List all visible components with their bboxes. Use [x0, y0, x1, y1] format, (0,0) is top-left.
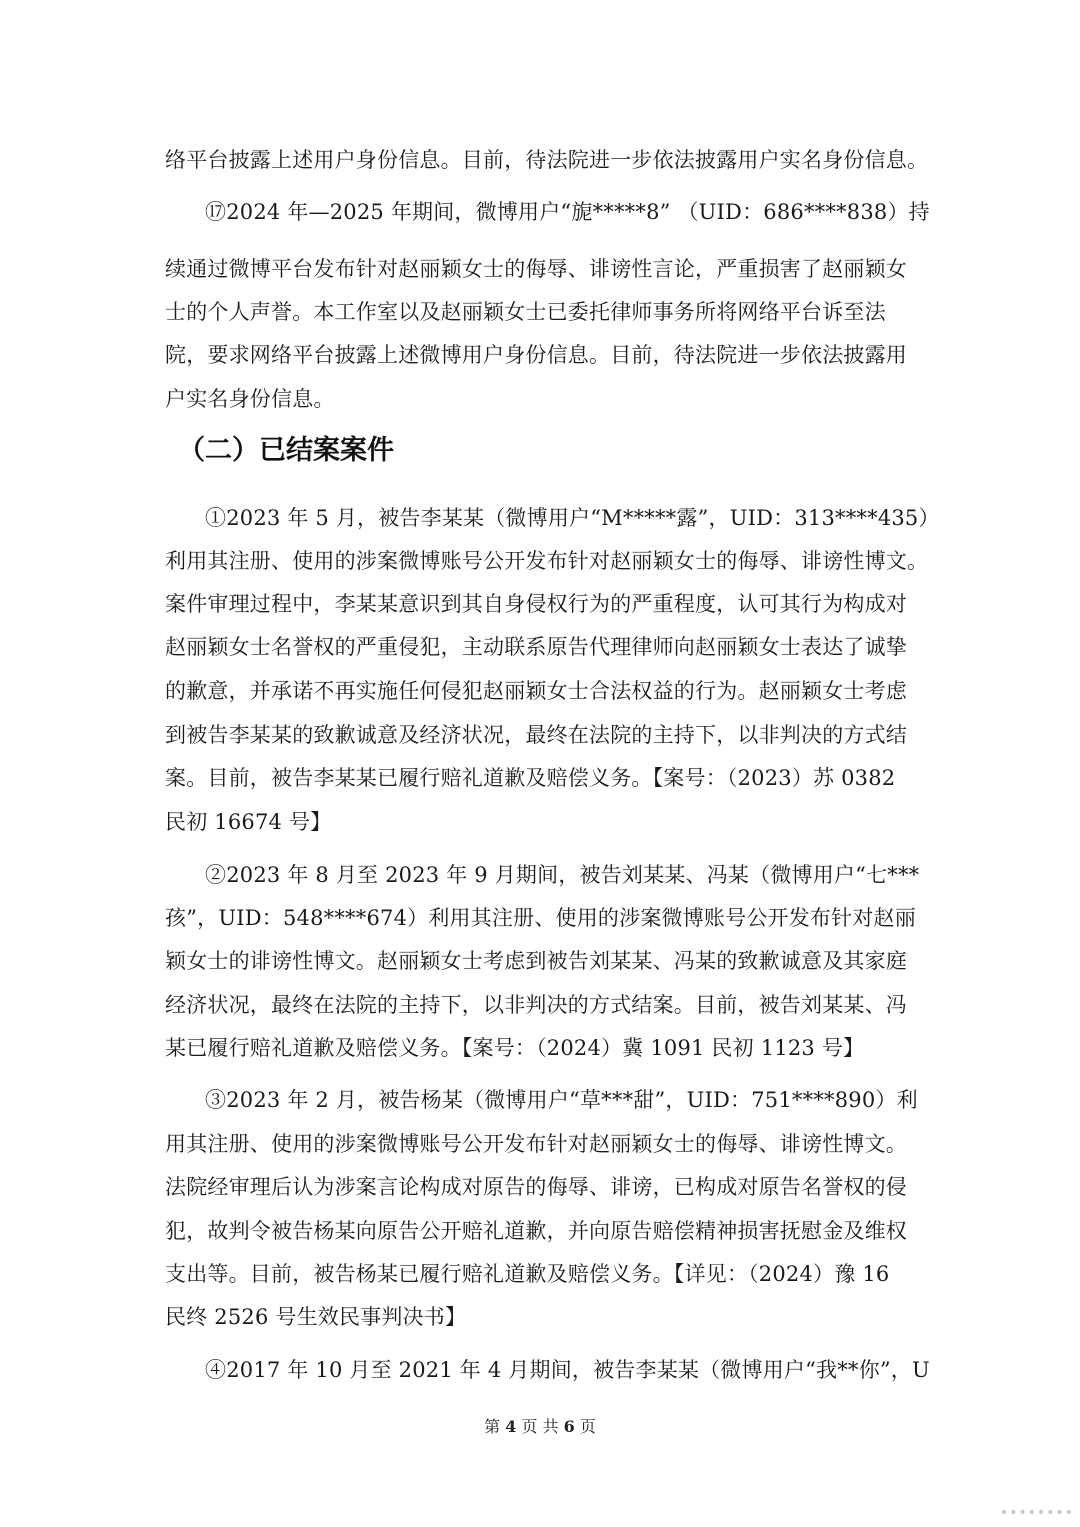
footer-prefix: 第	[484, 1417, 501, 1436]
footer-suffix: 页	[579, 1417, 596, 1436]
paragraph-line: 续通过微博平台发布针对赵丽颖女士的侮辱、诽谤性言论，严重损害了赵丽颖女	[165, 257, 907, 281]
paragraph-line: 犯，故判令被告杨某向原告公开赔礼道歉，并向原告赔偿精神损害抚慰金及维权	[165, 1219, 907, 1243]
paragraph-line: 案。目前，被告李某某已履行赔礼道歉及赔偿义务。【案号：（2023）苏 0382	[165, 766, 896, 790]
paragraph-line: 孩”，UID：548****674）利用其注册、使用的涉案微博账号公开发布针对赵丽	[165, 906, 916, 930]
footer-middle: 页 共	[521, 1417, 559, 1436]
paragraph-line: 院，要求网络平台披露上述微博用户身份信息。目前，待法院进一步依法披露用	[165, 343, 907, 367]
paragraph-line: 法院经审理后认为涉案言论构成对原告的侮辱、诽谤，已构成对原告名誉权的侵	[165, 1175, 907, 1199]
paragraph-line: 户实名身份信息。	[165, 387, 335, 411]
current-page-number: 4	[505, 1417, 517, 1436]
corner-dots-icon: ••••••••	[999, 1505, 1074, 1521]
page-footer	[0, 1416, 1080, 1438]
paragraph-line: 民初 16674 号】	[165, 810, 332, 834]
paragraph-line: ③2023 年 2 月，被告杨某（微博用户“草***甜”，UID：751****890）利	[205, 1088, 918, 1112]
paragraph-line: 用其注册、使用的涉案微博账号公开发布针对赵丽颖女士的侮辱、诽谤性博文。	[165, 1132, 907, 1156]
paragraph-line: ①2023 年 5 月，被告李某某（微博用户“M*****露”，UID：313****435）	[205, 506, 940, 530]
paragraph-line: 利用其注册、使用的涉案微博账号公开发布针对赵丽颖女士的侮辱、诽谤性博文。	[165, 549, 929, 573]
paragraph-line: ②2023 年 8 月至 2023 年 9 月期间，被告刘某某、冯某（微博用户“七***	[205, 863, 920, 887]
paragraph-line: 络平台披露上述用户身份信息。目前，待法院进一步依法披露用户实名身份信息。	[165, 148, 929, 172]
paragraph-line: 的歉意，并承诺不再实施任何侵犯赵丽颖女士合法权益的行为。赵丽颖女士考虑	[165, 679, 907, 703]
paragraph-line: 案件审理过程中，李某某意识到其自身侵权行为的严重程度，认可其行为构成对	[165, 592, 907, 616]
paragraph-line: 民终 2526 号生效民事判决书】	[165, 1305, 467, 1329]
paragraph-line: 支出等。目前，被告杨某已履行赔礼道歉及赔偿义务。【详见：（2024）豫 16	[165, 1262, 890, 1286]
paragraph-line: 某已履行赔礼道歉及赔偿义务。【案号：（2024）冀 1091 民初 1123 号】	[165, 1036, 865, 1060]
paragraph-line: 颖女士的诽谤性博文。赵丽颖女士考虑到被告刘某某、冯某的致歉诚意及其家庭	[165, 949, 907, 973]
paragraph-line: 经济状况，最终在法院的主持下，以非判决的方式结案。目前，被告刘某某、冯	[165, 993, 907, 1017]
paragraph-line: ④2017 年 10 月至 2021 年 4 月期间，被告李某某（微博用户“我**你”，U	[205, 1358, 930, 1382]
section-heading: （二）已结案案件	[178, 435, 394, 466]
paragraph-line: 到被告李某某的致歉诚意及经济状况，最终在法院的主持下，以非判决的方式结	[165, 723, 907, 747]
paragraph-line: 士的个人声誉。本工作室以及赵丽颖女士已委托律师事务所将网络平台诉至法	[165, 300, 886, 324]
total-page-number: 6	[563, 1417, 575, 1436]
paragraph-line: ⑰2024 年—2025 年期间，微博用户“旎*****8” （UID：686****838）持	[205, 200, 930, 224]
paragraph-line: 赵丽颖女士名誉权的严重侵犯，主动联系原告代理律师向赵丽颖女士表达了诚挚	[165, 635, 907, 659]
